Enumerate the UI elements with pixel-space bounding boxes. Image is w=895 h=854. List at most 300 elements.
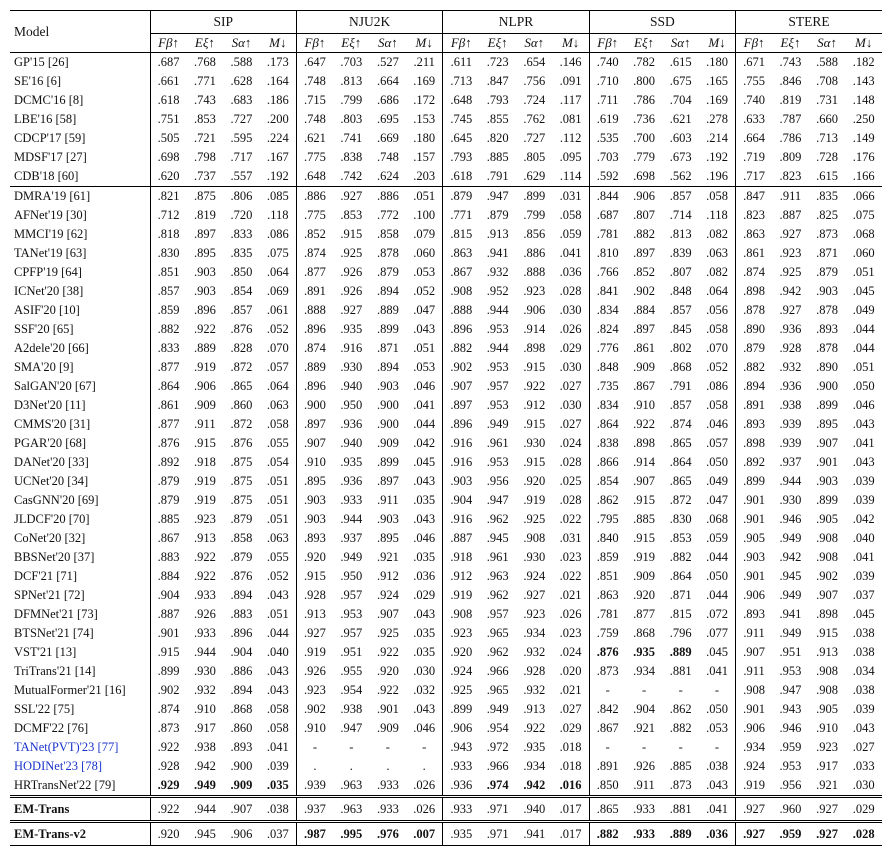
metric-value: .847	[486, 74, 509, 88]
metric-value: .851	[150, 263, 187, 282]
metric-value: .867	[633, 379, 655, 393]
metric-value: .755	[736, 72, 773, 91]
metric-value: .875	[230, 455, 253, 469]
metric-value: .075	[266, 246, 289, 260]
metric-value: .863	[589, 586, 626, 605]
metric-value: .900	[230, 759, 253, 773]
metric-value: .915	[193, 436, 216, 450]
metric-value: .899	[376, 455, 399, 469]
metric-value: .030	[559, 398, 582, 412]
metric-value: .879	[230, 550, 253, 564]
metric-value: .619	[589, 110, 626, 129]
metric-value: .957	[486, 607, 509, 621]
metric-value: .595	[230, 131, 253, 145]
metric-value: .960	[772, 797, 809, 822]
metric-value: .886	[296, 187, 333, 207]
metric-value: .971	[479, 797, 516, 822]
metric-value: .028	[559, 284, 582, 298]
metric-value: .035	[413, 645, 436, 659]
metric-header: Sα↑	[231, 35, 252, 50]
metric-value: .882	[669, 550, 692, 564]
metric-value: .157	[413, 150, 436, 164]
metric-value: .912	[376, 569, 399, 583]
ours-row	[10, 797, 882, 822]
metric-value: .081	[559, 112, 582, 126]
metric-value: .038	[706, 759, 728, 773]
metric-value: .936	[779, 322, 802, 336]
metric-value: .698	[150, 148, 187, 167]
metric-value: .922	[150, 797, 187, 822]
metric-value: .866	[589, 453, 626, 472]
metric-value: .904	[150, 586, 187, 605]
metric-value: .955	[340, 664, 363, 678]
metric-value: .867	[443, 263, 480, 282]
metric-value: .751	[150, 110, 187, 129]
metric-value: .740	[736, 91, 773, 110]
metric-value: .906	[523, 303, 546, 317]
metric-value: .724	[523, 93, 546, 107]
metric-value: .063	[266, 398, 289, 412]
metric-value: .897	[296, 415, 333, 434]
metric-value: .737	[193, 169, 216, 183]
metric-value: .848	[669, 284, 692, 298]
metric-value: .848	[589, 358, 626, 377]
metric-value: .923	[193, 512, 216, 526]
metric-value: .925	[523, 512, 546, 526]
metric-value: .944	[193, 645, 216, 659]
metric-value: .030	[559, 303, 582, 317]
metric-value: .930	[779, 493, 802, 507]
metric-value: .903	[816, 474, 838, 488]
metric-value: .935	[523, 740, 546, 754]
metric-value: .853	[669, 531, 692, 545]
metric-header: Eξ↑	[487, 35, 508, 50]
metric-value: .903	[193, 284, 216, 298]
model-name: HRTransNet'22 [79]	[14, 778, 116, 792]
metric-value: .941	[516, 822, 553, 846]
metric-value: .039	[852, 474, 875, 488]
metric-value: .909	[633, 569, 655, 583]
metric-value: .935	[633, 645, 655, 659]
metric-value: .928	[779, 341, 802, 355]
metric-value: .806	[223, 187, 260, 207]
metric-value: .060	[413, 246, 436, 260]
metric-value: .535	[589, 129, 626, 148]
metric-value: .916	[443, 510, 480, 529]
metric-value: .957	[486, 379, 509, 393]
metric-value: .820	[486, 131, 509, 145]
metric-value: .857	[662, 187, 699, 207]
metric-value: .588	[223, 53, 260, 73]
metric-value: .953	[340, 607, 363, 621]
metric-value: .908	[736, 681, 773, 700]
metric-value: .053	[413, 360, 436, 374]
metric-value: .891	[296, 282, 333, 301]
metric-value: .711	[589, 91, 626, 110]
metric-value: .039	[852, 702, 875, 716]
metric-value: .786	[633, 93, 655, 107]
metric-value: .853	[193, 112, 216, 126]
metric-value: .038	[260, 797, 297, 822]
metric-value: .016	[559, 778, 582, 792]
metric-value: .908	[816, 683, 838, 697]
metric-value: .024	[559, 436, 582, 450]
results-table	[10, 10, 882, 846]
metric-value: .044	[413, 417, 436, 431]
metric-value: .907	[816, 588, 838, 602]
metric-value: .898	[736, 282, 773, 301]
metric-value: .893	[736, 415, 773, 434]
metric-value: .148	[852, 93, 875, 107]
metric-value: .059	[559, 227, 582, 241]
metric-value: .919	[736, 776, 773, 797]
metric-value: .857	[669, 303, 692, 317]
metric-value: .892	[150, 453, 187, 472]
metric-value: .901	[736, 700, 773, 719]
metric-value: .920	[296, 548, 333, 567]
metric-value: .932	[486, 265, 509, 279]
metric-value: .661	[150, 72, 187, 91]
metric-value: .052	[266, 569, 289, 583]
metric-value: .862	[669, 702, 692, 716]
metric-value: .881	[662, 797, 699, 822]
metric-value: .044	[706, 550, 728, 564]
metric-value: .966	[486, 759, 509, 773]
metric-value: .893	[816, 322, 838, 336]
metric-value: .919	[193, 360, 216, 374]
metric-value: .058	[706, 322, 728, 336]
metric-value: .026	[413, 778, 436, 792]
metric-value: .018	[559, 759, 582, 773]
metric-value: .143	[852, 74, 875, 88]
metric-value: .919	[193, 474, 216, 488]
metric-value: .907	[223, 797, 260, 822]
dataset-header-nlpr: NLPR	[443, 11, 589, 34]
model-name: CDCP'17 [59]	[14, 131, 86, 145]
metric-value: .748	[376, 150, 399, 164]
table-row	[10, 757, 882, 776]
model-name: BBSNet'20 [37]	[14, 550, 95, 564]
metric-value: .035	[266, 778, 289, 792]
metric-value: .100	[413, 208, 436, 222]
metric-value: .046	[413, 379, 436, 393]
metric-value: .793	[443, 148, 480, 167]
metric-value: .947	[479, 187, 516, 207]
metric-value: .169	[413, 74, 436, 88]
metric-header: Fβ↑	[589, 34, 626, 53]
metric-value: .879	[443, 187, 480, 207]
metric-value: .717	[736, 167, 773, 187]
metric-value: .914	[633, 455, 655, 469]
metric-value: .857	[669, 398, 692, 412]
metric-value: .895	[296, 472, 333, 491]
metric-value: .889	[193, 341, 216, 355]
metric-value: .112	[559, 131, 582, 145]
table-row	[10, 434, 882, 453]
metric-value: .051	[266, 512, 289, 526]
metric-value: .912	[523, 398, 546, 412]
metric-value: .946	[779, 512, 802, 526]
metric-value: .944	[340, 512, 363, 526]
metric-value: .874	[296, 339, 333, 358]
metric-value: .867	[150, 529, 187, 548]
metric-value: .046	[413, 531, 436, 545]
model-name: SE'16 [6]	[14, 74, 62, 88]
metric-value: .927	[296, 624, 333, 643]
metric-value: .899	[516, 187, 553, 207]
table-row	[10, 53, 882, 73]
metric-value: .987	[296, 822, 333, 846]
metric-value: .873	[816, 227, 838, 241]
metric-value: .890	[736, 320, 773, 339]
metric-value: .624	[376, 169, 399, 183]
table-row	[10, 662, 882, 681]
metric-value: .064	[266, 379, 289, 393]
metric-value: .877	[633, 607, 655, 621]
metric-value: .906	[193, 379, 216, 393]
metric-value: .910	[633, 398, 655, 412]
metric-value: .095	[559, 150, 582, 164]
metric-value: .876	[589, 643, 626, 662]
metric-value: .714	[669, 208, 692, 222]
metric-value: .908	[443, 605, 480, 624]
table-row	[10, 148, 882, 167]
metric-value: .952	[486, 284, 509, 298]
metric-value: .892	[736, 453, 773, 472]
metric-value: .917	[816, 759, 838, 773]
metric-value: .044	[852, 322, 875, 336]
model-name: SSF'20 [65]	[14, 322, 74, 336]
metric-value: .907	[736, 643, 773, 662]
metric-value: .114	[559, 169, 582, 183]
metric-value: .897	[633, 246, 655, 260]
metric-value: .897	[376, 474, 399, 488]
table-row	[10, 738, 882, 757]
metric-value: .046	[852, 398, 875, 412]
metric-value: .949	[486, 417, 509, 431]
metric-value: .933	[193, 626, 216, 640]
metric-value: .962	[486, 645, 509, 659]
metric-value: .835	[230, 246, 253, 260]
metric-value: .025	[559, 474, 582, 488]
metric-value: .920	[376, 664, 399, 678]
metric-value: .830	[669, 512, 692, 526]
metric-value: .165	[706, 74, 728, 88]
metric-value: .058	[266, 721, 289, 735]
metric-value: .903	[193, 265, 216, 279]
table-row	[10, 586, 882, 605]
metric-value: .919	[193, 493, 216, 507]
metric-value: .505	[150, 129, 187, 148]
metric-value: .906	[626, 187, 663, 207]
metric-value: .799	[523, 208, 546, 222]
metric-value: .919	[443, 586, 480, 605]
metric-value: .743	[193, 93, 216, 107]
metric-value: .615	[816, 169, 838, 183]
table-row	[10, 187, 882, 207]
metric-value: .847	[736, 187, 773, 207]
metric-value: .026	[559, 322, 582, 336]
model-name: HODINet'23 [78]	[14, 759, 102, 773]
metric-value: .927	[779, 303, 802, 317]
metric-value: .852	[296, 225, 333, 244]
metric-value: .910	[296, 453, 333, 472]
metric-value: .913	[193, 531, 216, 545]
metric-value: .949	[779, 531, 802, 545]
metric-value: .922	[376, 683, 399, 697]
metric-value: .743	[772, 53, 809, 73]
table-row	[10, 510, 882, 529]
metric-value: .890	[816, 360, 838, 374]
metric-value: .766	[589, 263, 626, 282]
metric-value: .950	[340, 398, 363, 412]
metric-value: .176	[852, 150, 875, 164]
metric-value: .040	[852, 531, 875, 545]
metric-value: .050	[706, 455, 728, 469]
ours-row	[10, 822, 882, 846]
metric-value: .044	[852, 341, 875, 355]
metric-value: .935	[443, 822, 480, 846]
metric-value: .891	[589, 757, 626, 776]
metric-value: .864	[150, 377, 187, 396]
metric-value: .186	[266, 93, 289, 107]
metric-value: .942	[523, 778, 546, 792]
metric-value: .091	[559, 74, 582, 88]
metric-value: .031	[553, 187, 590, 207]
metric-header: Sα↑	[377, 35, 398, 50]
dataset-header-ssd: SSD	[589, 11, 735, 34]
metric-value: .891	[736, 396, 773, 415]
metric-value: .951	[340, 645, 363, 659]
metric-value: .036	[559, 265, 582, 279]
metric-value: .906	[223, 822, 260, 846]
metric-value: -	[589, 681, 626, 700]
metric-value: .736	[633, 112, 655, 126]
metric-value: .915	[340, 227, 363, 241]
metric-value: .027	[559, 379, 582, 393]
metric-value: .907	[816, 436, 838, 450]
metric-value: .018	[559, 740, 582, 754]
metric-value: .860	[230, 398, 253, 412]
metric-value: .877	[150, 415, 187, 434]
metric-value: .058	[266, 417, 289, 431]
metric-value: .628	[230, 74, 253, 88]
table-row	[10, 681, 882, 700]
metric-value: .922	[193, 550, 216, 564]
metric-value: .809	[779, 150, 802, 164]
metric-value: .893	[296, 529, 333, 548]
metric-value: .654	[516, 53, 553, 73]
metric-value: .776	[589, 339, 626, 358]
metric-value: .916	[443, 434, 480, 453]
metric-value: .923	[523, 284, 546, 298]
metric-value: .037	[260, 822, 297, 846]
metric-value: .928	[150, 757, 187, 776]
table-row	[10, 453, 882, 472]
metric-value: .953	[486, 360, 509, 374]
metric-value: .038	[852, 645, 875, 659]
table-row	[10, 129, 882, 148]
metric-value: .901	[736, 510, 773, 529]
table-row	[10, 110, 882, 129]
metric-value: .912	[443, 567, 480, 586]
metric-value: .862	[589, 491, 626, 510]
metric-value: .942	[779, 550, 802, 564]
metric-value: .915	[523, 360, 546, 374]
metric-value: .872	[669, 493, 692, 507]
metric-value: .278	[706, 112, 728, 126]
metric-value: .933	[340, 493, 363, 507]
metric-value: .927	[736, 797, 773, 822]
metric-value: .703	[333, 53, 370, 73]
metric-value: .919	[523, 493, 546, 507]
metric-value: .935	[340, 322, 363, 336]
metric-value: .026	[559, 607, 582, 621]
metric-value: .032	[413, 683, 436, 697]
metric-value: .727	[230, 112, 253, 126]
metric-value: .645	[443, 129, 480, 148]
metric-value: .897	[443, 396, 480, 415]
metric-value: .728	[816, 150, 838, 164]
metric-value: .865	[589, 797, 626, 822]
metric-value: .748	[296, 72, 333, 91]
metric-value: -	[714, 740, 720, 754]
metric-value: .874	[150, 700, 187, 719]
metric-value: .889	[662, 822, 699, 846]
metric-value: .807	[669, 265, 692, 279]
metric-value: .920	[150, 822, 187, 846]
metric-value: .924	[736, 757, 773, 776]
metric-value: .058	[266, 702, 289, 716]
metric-value: .629	[523, 169, 546, 183]
metric-value: .859	[589, 548, 626, 567]
table-row	[10, 719, 882, 738]
metric-value: .063	[266, 531, 289, 545]
metric-value: .740	[589, 53, 626, 73]
metric-value: .051	[852, 360, 875, 374]
metric-value: .041	[559, 246, 582, 260]
metric-value: .903	[736, 548, 773, 567]
model-name: SSL'22 [75]	[14, 702, 75, 716]
metric-value: .844	[589, 187, 626, 207]
metric-value: .618	[150, 91, 187, 110]
metric-value: .775	[296, 206, 333, 225]
metric-value: .896	[296, 320, 333, 339]
metric-value: .035	[413, 493, 436, 507]
metric-value: .041	[706, 664, 728, 678]
metric-value: .700	[633, 131, 655, 145]
metric-value: .671	[736, 53, 773, 73]
metric-value: .930	[340, 360, 363, 374]
metric-value: .885	[150, 510, 187, 529]
metric-value: .899	[816, 493, 838, 507]
metric-value: .043	[413, 607, 436, 621]
metric-value: .941	[486, 246, 509, 260]
metric-value: .017	[553, 797, 590, 822]
metric-value: .915	[150, 643, 187, 662]
metric-value: .921	[633, 721, 655, 735]
metric-value: .819	[193, 208, 216, 222]
table-row	[10, 548, 882, 567]
model-name: BTSNet'21 [74]	[14, 626, 94, 640]
model-name: AFNet'19 [30]	[14, 208, 87, 222]
metric-value: .879	[486, 208, 509, 222]
metric-value: .935	[340, 455, 363, 469]
metric-header: M↓	[561, 35, 580, 50]
metric-value: .	[422, 759, 426, 773]
metric-value: .937	[779, 455, 802, 469]
metric-value: .068	[852, 227, 875, 241]
